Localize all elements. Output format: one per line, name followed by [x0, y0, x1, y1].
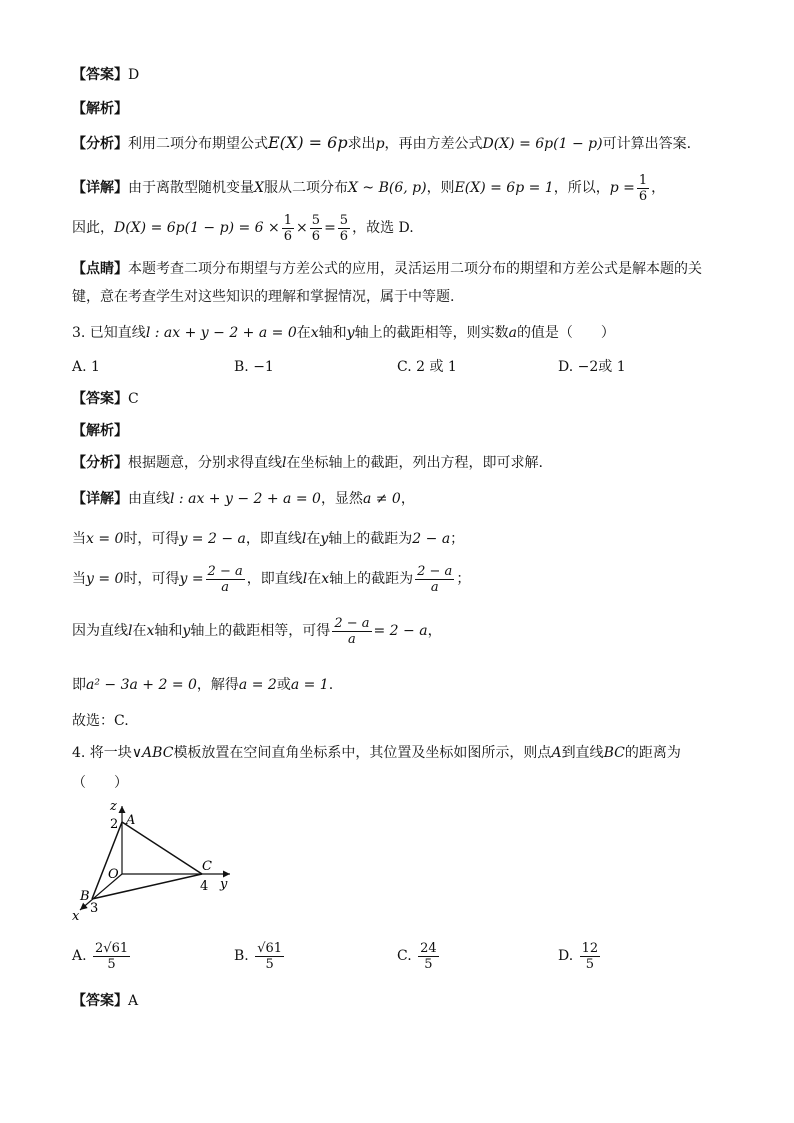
- num: 24: [420, 940, 437, 956]
- var: x: [146, 623, 155, 639]
- xiangjie-label: 【详解】: [72, 491, 128, 507]
- den: a: [221, 579, 230, 595]
- den: 6: [283, 228, 293, 244]
- fraction: [580, 941, 601, 972]
- analysis-label: 【解析】: [72, 423, 128, 439]
- label-2: 2: [110, 817, 119, 832]
- q2-dianjing-line: [72, 258, 734, 280]
- text: 当: [72, 571, 86, 587]
- text: 的值是（ ）: [516, 325, 615, 341]
- q3-step-2: [72, 562, 734, 596]
- q3-answer-line: [72, 388, 734, 410]
- text: ，: [651, 180, 666, 196]
- text: ，即直线: [245, 531, 302, 547]
- answer-label: 【答案】: [72, 67, 128, 83]
- formula: a = 1: [290, 677, 329, 693]
- text: ，: [400, 491, 415, 507]
- text: 由于离散型随机变量: [128, 180, 254, 196]
- analysis-label: 【解析】: [72, 101, 128, 117]
- text: .: [328, 677, 334, 693]
- text: 的距离为: [624, 745, 681, 761]
- q3-step-1: [72, 528, 734, 550]
- text: ，解得: [196, 677, 239, 693]
- label-4: 4: [200, 879, 209, 894]
- q4-stem: [72, 742, 734, 764]
- label-3: 3: [90, 901, 99, 916]
- fraction: [93, 941, 130, 972]
- q4-paren: （ ）: [72, 775, 128, 791]
- q3-fenxi-line: [72, 452, 734, 474]
- label-x: x: [72, 909, 80, 922]
- text: ，显然: [320, 491, 363, 507]
- var: l: [282, 455, 287, 471]
- text: 在: [132, 623, 147, 639]
- text: ；: [456, 571, 471, 587]
- text: 即: [72, 677, 86, 693]
- text: 根据题意，分别求得直线: [128, 455, 282, 471]
- var: x: [310, 325, 319, 341]
- answer-value: C: [128, 391, 139, 407]
- q4-option-c: [397, 936, 441, 976]
- answer-label: 【答案】: [72, 391, 128, 407]
- q4-answer-line: [72, 990, 734, 1012]
- formula: ∨ABC: [131, 745, 174, 761]
- formula: y = 0: [86, 571, 124, 587]
- formula: 2 − a: [412, 531, 451, 547]
- den: 5: [424, 956, 433, 972]
- q4-option-d: [558, 936, 602, 976]
- option-label: C.: [397, 948, 412, 964]
- formula: l : ax + y − 2 + a = 0: [145, 325, 297, 341]
- q4-option-b: [234, 936, 286, 976]
- q4-option-a: [72, 936, 132, 976]
- formula: D(X) = 6p(1 − p): [482, 136, 603, 152]
- text: 本题考查二项分布期望与方差公式的应用，灵活运用二项分布的期望和方差公式是解本题的关: [128, 261, 702, 277]
- fraction: [338, 213, 350, 244]
- text: 或: [276, 677, 291, 693]
- text: 时，可得: [123, 571, 180, 587]
- text: 轴和: [318, 325, 347, 341]
- var: A: [551, 745, 562, 761]
- option-label: B.: [234, 948, 249, 964]
- var: BC: [603, 745, 625, 761]
- den: 5: [265, 956, 274, 972]
- answer-label: 【答案】: [72, 993, 128, 1009]
- num: 2 − a: [417, 563, 453, 579]
- formula: p =: [609, 180, 635, 196]
- q3-option-a: A. 1: [72, 359, 100, 375]
- num: 12: [581, 940, 599, 956]
- den: a: [348, 631, 356, 647]
- label-b: B: [80, 889, 90, 904]
- num: 5: [339, 212, 349, 228]
- var: y: [320, 531, 329, 547]
- fraction: [282, 213, 294, 244]
- text: 在: [296, 325, 311, 341]
- fraction: [310, 213, 322, 244]
- var: y: [346, 325, 355, 341]
- option-label: D.: [558, 948, 574, 964]
- formula: y = 2 − a: [179, 531, 246, 547]
- text: 轴上的截距相等，则实数: [354, 325, 509, 341]
- var: l: [128, 623, 133, 639]
- text: 当: [72, 531, 86, 547]
- num: 2 − a: [334, 615, 370, 631]
- q2-dianjing-line-2: [72, 286, 734, 308]
- den: 5: [585, 956, 595, 972]
- text: 在: [306, 531, 321, 547]
- fraction: [637, 173, 649, 204]
- text: ；: [450, 531, 465, 547]
- fraction: [418, 941, 439, 972]
- var: l: [301, 531, 307, 547]
- formula: X ~ B(6, p): [347, 180, 427, 196]
- text: 3. 已知直线: [72, 325, 146, 341]
- fenxi-label: 【分析】: [72, 455, 128, 471]
- text: 因此，: [72, 220, 114, 236]
- fraction: [332, 616, 371, 647]
- text: 轴和: [154, 623, 183, 639]
- den: 6: [311, 228, 321, 244]
- formula: D(X) = 6p(1 − p) = 6 ×: [114, 220, 280, 236]
- num: 2√61: [95, 940, 129, 956]
- num: 1: [283, 212, 293, 228]
- text: 求出: [347, 136, 376, 152]
- q3-option-d: D. −2或 1: [558, 359, 626, 375]
- coordinate-figure: [70, 798, 240, 922]
- label-y: y: [220, 877, 228, 892]
- formula: = 2 − a: [373, 623, 428, 639]
- text: 模板放置在空间直角坐标系中，其位置及坐标如图所示，则点: [173, 745, 552, 761]
- var: a: [508, 325, 517, 341]
- q2-analysis-label: [72, 98, 734, 120]
- num: 5: [311, 212, 321, 228]
- op: =: [324, 220, 336, 236]
- text: 时，可得: [123, 531, 180, 547]
- den: a: [430, 579, 439, 595]
- fenxi-label: 【分析】: [72, 136, 128, 152]
- fraction: [255, 941, 284, 972]
- answer-value: A: [128, 993, 139, 1009]
- q2-xiangjie-line: [72, 172, 734, 204]
- num: √61: [257, 940, 283, 956]
- q3-xiangjie-line: [72, 488, 734, 510]
- text: 可计算出答案.: [602, 136, 692, 152]
- formula: E(X) = 6p = 1: [454, 180, 554, 196]
- q3-analysis-label: [72, 420, 734, 442]
- formula: E(X) = 6p: [268, 133, 348, 152]
- answer-value: D: [128, 67, 140, 83]
- q3-option-c: C. 2 或 1: [397, 359, 457, 375]
- den: 6: [339, 228, 349, 244]
- text: ，: [427, 623, 442, 639]
- formula: y =: [179, 571, 204, 587]
- label-o: O: [108, 867, 119, 882]
- text: ，所以，: [553, 180, 610, 196]
- text: ，再由方差公式: [384, 136, 483, 152]
- formula: l : ax + y − 2 + a = 0: [170, 491, 321, 507]
- text: 键，意在考查学生对这些知识的理解和掌握情况，属于中等题.: [72, 289, 455, 305]
- q3-conclusion: 故选：C.: [72, 713, 129, 729]
- text: 因为直线: [72, 623, 128, 639]
- num: 1: [638, 172, 648, 188]
- text: ，即直线: [246, 571, 303, 587]
- text: ，则: [426, 180, 455, 196]
- text: 到直线: [561, 745, 604, 761]
- label-c: C: [202, 859, 212, 874]
- var: p: [375, 136, 385, 152]
- q3-step-4: [72, 674, 734, 696]
- den: 6: [638, 188, 648, 204]
- label-a: A: [126, 813, 136, 828]
- q2-fenxi-line: [72, 132, 734, 155]
- text: 在: [307, 571, 322, 587]
- num: 2 − a: [207, 563, 243, 579]
- fraction: [415, 564, 454, 595]
- formula: x = 0: [86, 531, 124, 547]
- formula: a ≠ 0: [362, 491, 401, 507]
- op: ×: [296, 220, 308, 236]
- text: 轴上的截距为: [329, 571, 414, 587]
- option-label: A.: [72, 948, 87, 964]
- q3-stem: [72, 322, 734, 344]
- edge-ac: [122, 822, 202, 874]
- q2-xiangjie-line-2: [72, 212, 734, 244]
- fraction: [206, 564, 245, 595]
- var: l: [302, 571, 308, 587]
- text: 轴上的截距为: [328, 531, 413, 547]
- label-z: z: [110, 799, 117, 814]
- den: 5: [107, 956, 116, 972]
- dianjing-label: 【点睛】: [72, 261, 128, 277]
- var: y: [182, 623, 191, 639]
- text: 轴上的截距相等，可得: [190, 623, 331, 639]
- formula: a² − 3a + 2 = 0: [86, 677, 197, 693]
- text: 由直线: [128, 491, 170, 507]
- formula: a = 2: [238, 677, 277, 693]
- xiangjie-label: 【详解】: [72, 180, 128, 196]
- var: X: [254, 180, 264, 196]
- text: ，故选 D.: [352, 220, 414, 236]
- text: 利用二项分布期望公式: [128, 136, 268, 152]
- q3-step-3: [72, 614, 734, 648]
- text: 4. 将一块: [72, 745, 132, 761]
- q2-answer-line: [72, 64, 734, 86]
- text: 服从二项分布: [263, 180, 348, 196]
- var: x: [321, 571, 330, 587]
- text: 在坐标轴上的截距，列出方程，即可求解.: [286, 455, 543, 471]
- q3-option-b: B. −1: [234, 359, 274, 375]
